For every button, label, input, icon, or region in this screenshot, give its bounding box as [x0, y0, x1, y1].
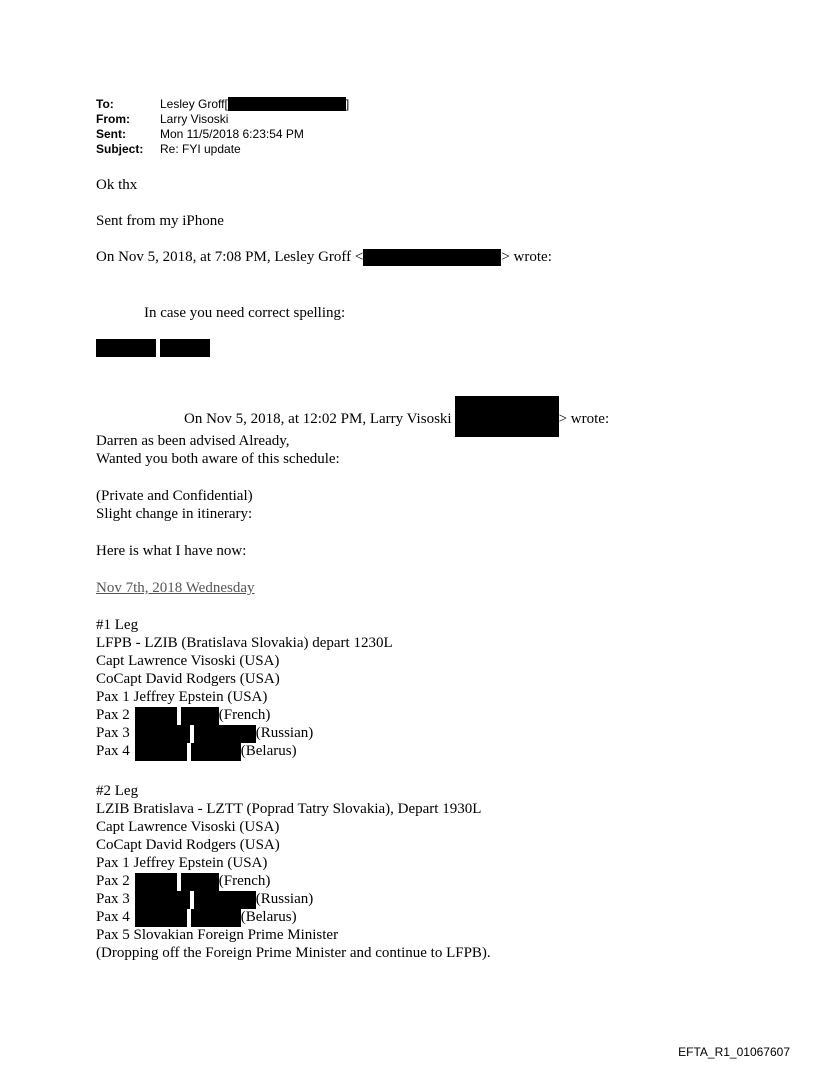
leg-route: LFPB - LZIB (Bratislava Slovakia) depart 1230L	[96, 635, 393, 651]
to-value: Lesley Groff[	[160, 97, 228, 111]
private-line: (Private and Confidential)	[96, 488, 253, 504]
leg-cocaptain: CoCapt David Rodgers (USA)	[96, 671, 280, 687]
to-row	[96, 97, 349, 112]
redaction-block	[135, 873, 177, 891]
quote-header-2	[184, 396, 609, 437]
have-now-line: Here is what I have now:	[96, 543, 247, 559]
quote2-suffix: > wrote:	[558, 411, 610, 427]
leg-2	[96, 782, 491, 962]
pax-nationality: (Belarus)	[240, 909, 297, 925]
from-value: Larry Visoski	[160, 112, 229, 126]
redaction-block	[363, 249, 501, 266]
redaction-block	[181, 707, 219, 725]
to-label: To:	[96, 97, 114, 111]
pax-label: Pax 3	[96, 891, 130, 907]
pax-nationality: (French)	[218, 873, 271, 889]
pax-nationality: (Russian)	[255, 891, 314, 907]
leg-pax-3	[96, 724, 393, 742]
subject-value: Re: FYI update	[160, 142, 241, 156]
quote1-prefix: On Nov 5, 2018, at 7:08 PM, Lesley Groff <	[96, 249, 364, 265]
sent-row	[96, 127, 349, 142]
leg-captain: Capt Lawrence Visoski (USA)	[96, 653, 280, 669]
leg-title: #1 Leg	[96, 617, 139, 633]
aware-line: Wanted you both aware of this schedule:	[96, 451, 340, 467]
sent-label: Sent:	[96, 127, 126, 141]
redaction-block	[194, 891, 256, 909]
signature-text: Sent from my iPhone	[96, 213, 224, 229]
quote-header-1	[96, 248, 552, 266]
pax-label: Pax 4	[96, 909, 130, 925]
leg-pax-3	[96, 890, 491, 908]
pax-label: Pax 2	[96, 873, 130, 889]
pax-label: Pax 4	[96, 743, 130, 759]
redaction-block	[135, 891, 190, 909]
leg-note: (Dropping off the Foreign Prime Minister and continue to LFPB).	[96, 945, 491, 961]
redaction-block	[135, 743, 187, 761]
leg-title: #2 Leg	[96, 783, 139, 799]
redaction-block	[135, 725, 190, 743]
to-close: ]	[345, 97, 350, 111]
pax-nationality: (Russian)	[255, 725, 314, 741]
leg-pax-5: Pax 5 Slovakian Foreign Prime Minister	[96, 927, 339, 943]
redaction-block	[96, 339, 156, 357]
itinerary-date: Nov 7th, 2018 Wednesday	[96, 580, 255, 596]
leg-captain: Capt Lawrence Visoski (USA)	[96, 819, 280, 835]
pax-label: Pax 2	[96, 707, 130, 723]
leg-pax-4	[96, 742, 393, 760]
advised-line: Darren as been advised Already,	[96, 433, 290, 449]
redaction-block	[135, 707, 177, 725]
leg-pax-4	[96, 908, 491, 926]
leg-pax-2	[96, 706, 393, 724]
subject-row	[96, 142, 349, 157]
quote1-suffix: > wrote:	[501, 249, 552, 265]
subject-label: Subject:	[96, 142, 144, 156]
redaction-block	[191, 743, 241, 761]
quote2-prefix: On Nov 5, 2018, at 12:02 PM, Larry Visoski	[184, 411, 452, 427]
pax-nationality: (Belarus)	[240, 743, 297, 759]
redaction-block	[455, 396, 559, 437]
pax-nationality: (French)	[218, 707, 271, 723]
redaction-block	[194, 725, 256, 743]
document-id: EFTA_R1_01067607	[678, 1045, 790, 1059]
leg-pax-1: Pax 1 Jeffrey Epstein (USA)	[96, 689, 268, 705]
from-label: From:	[96, 112, 130, 126]
redaction-block	[160, 339, 210, 357]
reply-text: Ok thx	[96, 177, 138, 193]
redaction-block	[191, 909, 241, 927]
from-row	[96, 112, 349, 127]
pax-label: Pax 3	[96, 725, 130, 741]
redaction-block	[135, 909, 187, 927]
email-header	[96, 97, 349, 157]
leg-1	[96, 616, 393, 760]
change-line: Slight change in itinerary:	[96, 506, 253, 522]
leg-pax-1: Pax 1 Jeffrey Epstein (USA)	[96, 855, 268, 871]
redaction-block	[181, 873, 219, 891]
spelling-note: In case you need correct spelling:	[144, 305, 346, 321]
leg-pax-2	[96, 872, 491, 890]
sent-value: Mon 11/5/2018 6:23:54 PM	[160, 127, 304, 141]
leg-route: LZIB Bratislava - LZTT (Poprad Tatry Slovakia), Depart 1930L	[96, 801, 482, 817]
leg-cocaptain: CoCapt David Rodgers (USA)	[96, 837, 280, 853]
redaction-block	[228, 97, 346, 111]
